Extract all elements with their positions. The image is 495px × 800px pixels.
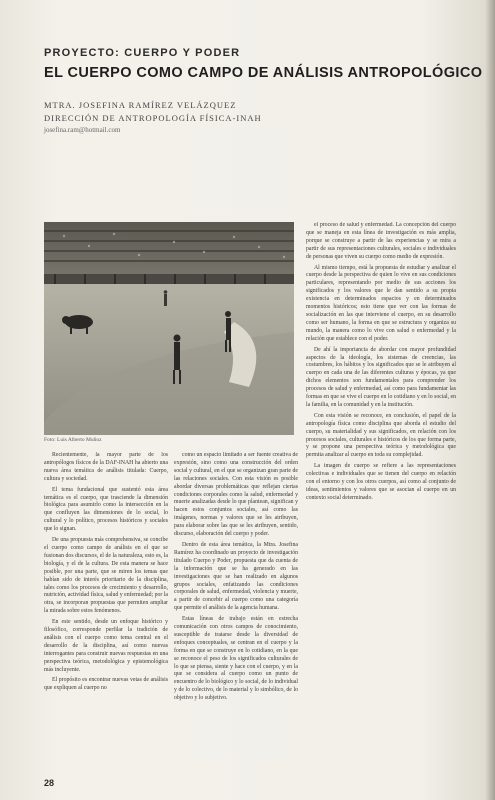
paragraph: Estas líneas de trabajo están en estrecha comunicación con otros campos de conocimiento, susceptible de tratarse desde la diversidad de enfoques conceptuales, se centran en el cuerpo y la forma en que se construye en lo cotidiano, en la que se reconoce el peso de los significados culturales de lo que se piensa, siente y hace con el cuerpo, y en la que se considera al cuerpo como un punto de encuentro de lo biológico y lo social, de lo individual y de lo colectivo, de lo material y lo simbólico, de lo objetivo y lo subjetivo. [174,616,298,702]
paragraph: Recientemente, la mayor parte de los antropólogos físicos de la DAF-INAH ha abierto una nueva área temática de análisis titulada: Cuerpo, cultura y sociedad. [44,452,168,482]
paragraph: De ahí la importancia de abordar con mayor profundidad aspectos de la ideología, los sistemas de creencias, las costumbres, los hábitos y los significados que se le atribuyen al cuerpo en cada una de las diferentes culturas y épocas, ya que dichos elementos son fundamentales para comprender los procesos de salud y enfermedad, así como para fundamentar las formas en que se vive el cuerpo en lo cotidiano y en lo social, en la familia, en la comunidad y en la institución. [306,346,456,408]
text-column-1 [44,452,168,777]
text-column-2 [174,452,298,777]
text-column-3 [306,222,456,777]
paragraph: el proceso de salud y enfermedad. La concepción del cuerpo que se maneja en esta línea de investigación es más amplia, porque se construye a partir de las experiencias y se mira a partir de sus representaciones culturales, sociales e individuales de personas que viven su cuerpo como medio de expresión. [306,222,456,260]
paragraph: En este sentido, desde un enfoque histórico y filosófico, corresponde perfilar la tradición de análisis con el cuerpo como tema central en el desarrollo de la disciplina, así como nuevas interrogantes para construir nuevas respuestas en una perspectiva teórica, metodológica y epistemológica más incluyente. [44,619,168,673]
paragraph: como un espacio limitado a ser fuente creativa de expresión, sino como una construcción del orden social y cultural, en el que se organizan gran parte de las relaciones sociales. Con esta visión es posible abordar diversas problemáticas que reflejan ciertas condiciones corporales como la salud, enfermedad y muerte analizadas desde lo que plantean, significan y hacen estos conjuntos sociales, así como las imágenes, normas y valores que se les atribuyen, para elaborar sobre las que se les atribuyen, sentido, discurso, elaboración del cuerpo y poder. [174,452,298,538]
paragraph: La imagen de cuerpo se refiere a las representaciones colectivas e individuales que se tienen del cuerpo en relación con el entorno y con los otros cuerpos, así como al conjunto de ideas, sentimientos y valores que se asocian al cuerpo en un contexto social determinado. [306,463,456,501]
section-kicker: PROYECTO: CUERPO Y PODER [44,47,241,59]
page-number: 28 [44,778,55,788]
paragraph: Al mismo tiempo, está la propuesta de estudiar y analizar el cuerpo desde la perspectiva de quien lo vive en sus condiciones particulares, representando por medio de sus acciones los significados y los valores que le dan sentido a su propia existencia en determinados espacios y en determinados momentos históricos; esto tiene que ver con las formas de socialización en las que interviene el cuerpo, en su desarrollo como ser humano, la forma en que se estructura y organiza su mundo, la manera como lo vive con salud o enfermedad y la relación que establece con el poder. [306,264,456,342]
paragraph: De una propuesta más comprehensiva, se concibe el cuerpo como campo de análisis en el que se fusionan dos discursos, el de la naturaleza, esto es, la biología, y el de la cultura. De esta manera se hace posible, por una parte, que se miren los temas que habían sido de interés prioritario de la disciplina, tales como los procesos de crecimiento y desarrollo, nutrición, actividad física, salud y enfermedad; por la otra, se incorporan propuestas que permiten ampliar la mirada sobre estos fenómenos. [44,537,168,615]
paragraph: Dentro de esta área temática, la Mtra. Josefina Ramírez ha coordinado un proyecto de investigación titulado Cuerpo y Poder, propuesta que da cuenta de la información que se ha generado en las investigaciones que se han realizado en algunos grupos sociales, enfatizando las condiciones corporales de salud, enfermedad, violencia y muerte, a partir de concebir al cuerpo como una categoría que permite el análisis de la agencia humana. [174,541,298,612]
author-affiliation: DIRECCIÓN DE ANTROPOLOGÍA FÍSICA-INAH [44,113,262,123]
paragraph: El propósito es encontrar nuevas vetas de análisis que expliquen al cuerpo no [44,677,168,692]
author-email: josefina.ram@hotmail.com [44,126,121,134]
bullfight-photo [44,222,294,435]
paragraph: Con esta visión se reconoce, en conclusión, el papel de la antropología física como disciplina que aborda el estudio del cuerpo, su materialidad y sus significados, en relación con los procesos sociales, culturales e históricos de los que forma parte, y se propone una perspectiva teórica y metodológica que permita analizar al cuerpo en toda su complejidad. [306,412,456,459]
photo-caption: Foto: Luis Alberto Muñoz [44,437,102,443]
article-author: MTRA. JOSEFINA RAMÍREZ VELÁZQUEZ [44,100,237,110]
page-edge-shadow [485,0,495,800]
article-title: EL CUERPO COMO CAMPO DE ANÁLISIS ANTROPOLÓGICO [44,65,483,81]
paragraph: El tema fundacional que sustentó esta área temática es el cuerpo, que trasciende la dimensión biológica para asumirlo como la intersección en la que confluyen las dimensiones de lo social, lo cultural y lo político, procesos históricos y sociales que lo signan. [44,486,168,533]
